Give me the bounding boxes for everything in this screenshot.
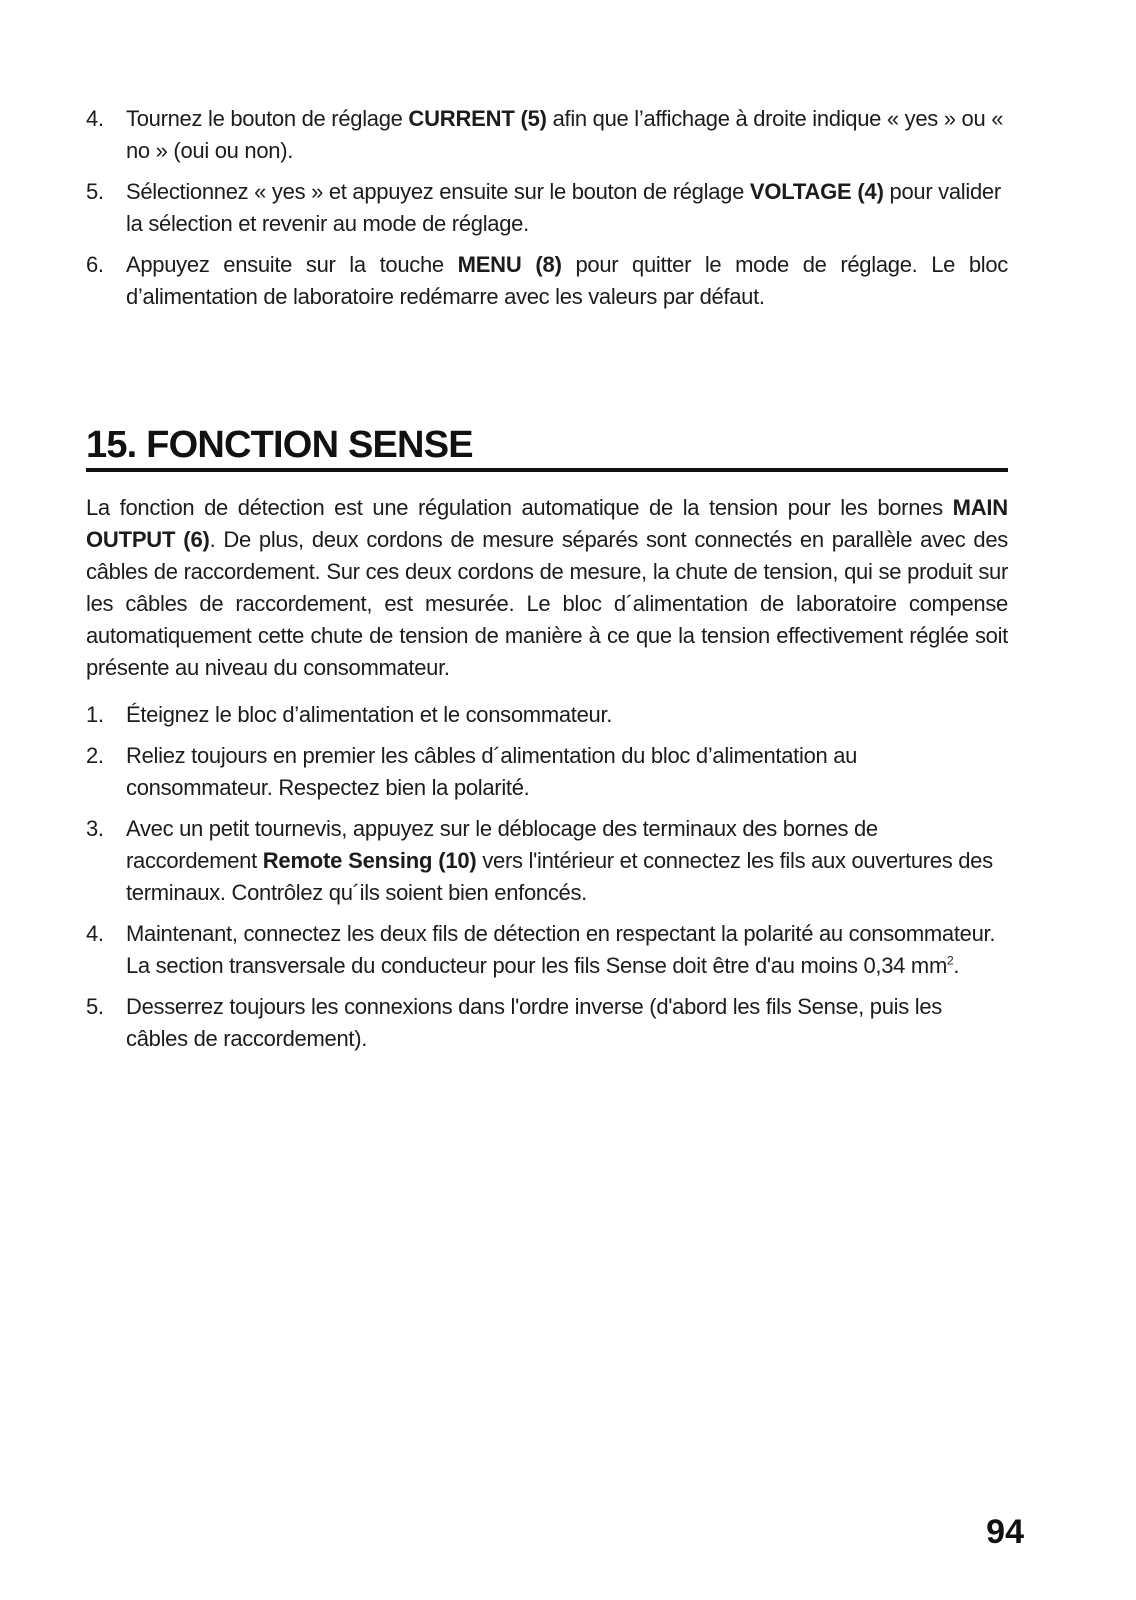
section-heading: 15. FONCTION SENSE (86, 422, 1008, 472)
list-item-text: Tournez le bouton de réglage (126, 106, 409, 131)
list-item-text: Sélectionnez « yes » et appuyez ensuite sur le bouton de réglage (126, 179, 750, 204)
list-item-number: 2. (86, 743, 104, 768)
list-item-number: 5. (86, 179, 104, 204)
list-item-text: Éteignez le bloc d’alimentation et le consommateur. (126, 702, 613, 727)
list-item (86, 699, 1008, 731)
list-item (86, 991, 1008, 1055)
list-item-number: 5. (86, 994, 104, 1019)
control-reference: VOLTAGE (4) (749, 179, 884, 204)
intro-text: . De plus, deux cordons de mesure séparés sont connectés en parallèle avec des câbles de raccordement. Sur ces deux cordons de mesure, la chute de tension, qui se produit sur les câbles de raccordement, est mesurée. Le bloc d´alimentation de laboratoire compense automatiquement cette chute de tension de manière à ce que la tension effectivement réglée soit présente au niveau du consommateur. (86, 527, 1008, 680)
list-item-number: 4. (86, 921, 104, 946)
list-item (86, 249, 1008, 313)
list-item-text: Avec un petit tournevis, appuyez sur le déblocage des terminaux des bornes de raccordement (126, 816, 878, 873)
list-item-text: pour quitter le mode de réglage. Le bloc d’alimentation de laboratoire redémarre avec les valeurs par défaut. (126, 252, 1008, 309)
list-item (86, 813, 1008, 909)
numbered-list-continued (86, 103, 1008, 322)
list-item (86, 918, 1008, 982)
list-item (86, 176, 1008, 240)
numbered-steps-list (86, 699, 1008, 1064)
list-item-text: afin que l’affichage à droite indique « yes » ou « no » (oui ou non). (126, 106, 1004, 163)
control-reference: MAIN OUTPUT (6) (86, 495, 1008, 552)
list-item-text: Reliez toujours en premier les câbles d´alimentation du bloc d’alimentation au consommateur. Respectez bien la polarité. (126, 743, 858, 800)
control-reference: Remote Sensing (10) (262, 848, 477, 873)
page-number: 94 (986, 1513, 1024, 1551)
list-item-number: 1. (86, 702, 104, 727)
list-item-number: 6. (86, 252, 104, 277)
list-item-text: Desserrez toujours les connexions dans l'ordre inverse (d'abord les fils Sense, puis les câbles de raccordement). (126, 994, 942, 1051)
list-item (86, 740, 1008, 804)
intro-text: La fonction de détection est une régulation automatique de la tension pour les bornes (86, 495, 953, 520)
list-item-number: 3. (86, 816, 104, 841)
list-item-text: Appuyez ensuite sur la touche (126, 252, 458, 277)
list-item (86, 103, 1008, 167)
list-item-text: pour valider la sélection et revenir au mode de réglage. (126, 179, 1001, 236)
superscript: 2 (946, 953, 954, 968)
control-reference: CURRENT (5) (408, 106, 547, 131)
list-item-text: Maintenant, connectez les deux fils de détection en respectant la polarité au consommateur. La section transversale du conducteur pour les fils Sense doit être d'au moins 0,34 mm (126, 921, 996, 978)
list-item-number: 4. (86, 106, 104, 131)
control-reference: MENU (8) (457, 252, 562, 277)
list-item-text: vers l'intérieur et connectez les fils aux ouvertures des terminaux. Contrôlez qu´ils soient bien enfoncés. (126, 848, 993, 905)
list-item-text: . (953, 953, 960, 978)
intro-paragraph (86, 492, 1008, 684)
